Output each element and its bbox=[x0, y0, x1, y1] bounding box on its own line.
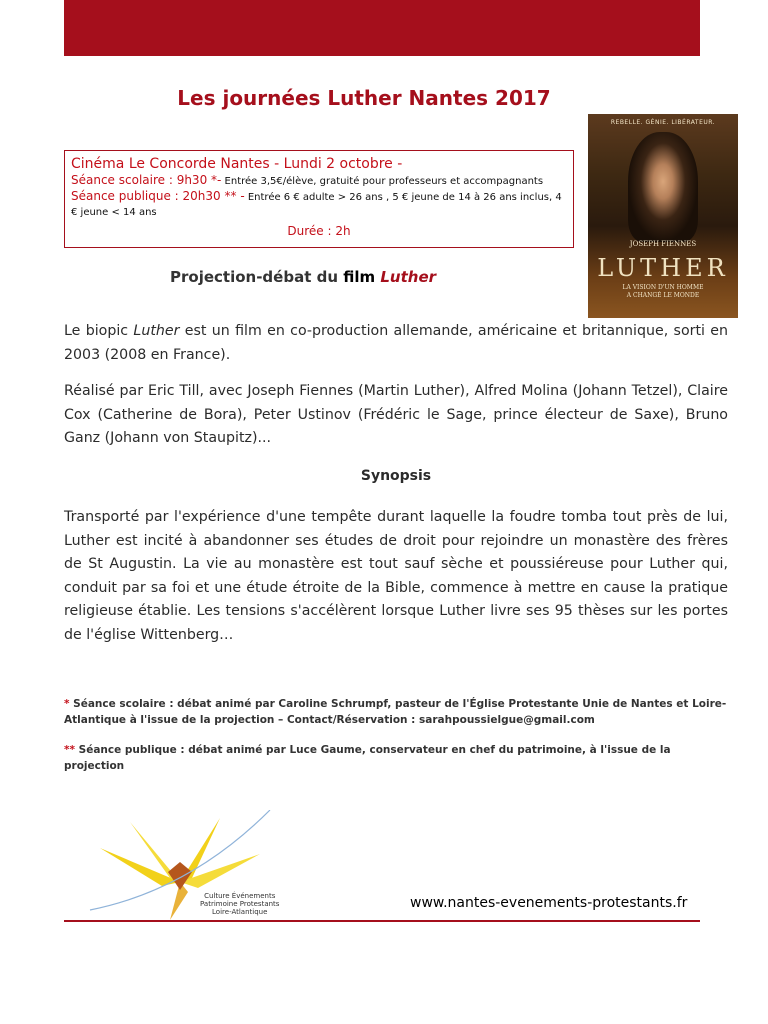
poster-portrait bbox=[628, 132, 698, 242]
note-school-text: Séance scolaire : débat animé par Caroline Schrumpf, pasteur de l'Église Protestante Unie de Nantes et Loire-Atlantique à l'issue de la projection – Contact/Réservation : sarahpoussielgue@gmail.com bbox=[64, 698, 727, 726]
page-title: Les journées Luther Nantes 2017 bbox=[177, 86, 551, 110]
poster-subtitle-2: A CHANGÉ LE MONDE bbox=[626, 292, 700, 299]
poster-actor: JOSEPH FIENNES bbox=[629, 240, 697, 248]
public-screening-price: Entrée 6 € adulte > 26 ans , 5 € jeune de 14 à 26 ans inclus, 4 € jeune < 14 ans bbox=[71, 192, 562, 218]
poster-subtitle bbox=[588, 284, 738, 300]
paragraph-intro bbox=[64, 320, 728, 367]
heading-film-title: Luther bbox=[380, 268, 437, 286]
note-school bbox=[64, 696, 728, 728]
bottom-rule bbox=[64, 920, 700, 922]
public-screening-label: Séance publique : 20h30 ** - bbox=[71, 189, 245, 203]
cinema-date: Cinéma Le Concorde Nantes - Lundi 2 octobre - bbox=[71, 156, 403, 172]
website-link[interactable]: www.nantes-evenements-protestants.fr bbox=[410, 895, 688, 911]
note-public bbox=[64, 742, 728, 774]
poster-subtitle-1: LA VISION D'UN HOMME bbox=[622, 284, 704, 291]
paragraph-synopsis: Transporté par l'expérience d'une tempête durant laquelle la foudre tomba tout près de lui, Luther est incité à abandonner ses études de droit pour rejoindre un monastère des frères de St Augustin. La vie au monastère est tout sauf sèche et poussiéreuse pour Luther qui, conduit par sa foi et une étude étroite de la Bible, commence à mettre en cause la pratique religieuse établie. Les tensions s'accélèrent lorsque Luther livre ses 95 thèses sur les portes de l'église Wittenberg… bbox=[64, 509, 728, 643]
poster-tagline: REBELLE. GÉNIE. LIBÉRATEUR. bbox=[610, 119, 716, 126]
note-public-star: ** bbox=[64, 744, 75, 756]
intro-part-b: est un film en co-production allemande, américaine et britannique, sorti en 2003 (2008 en France). bbox=[64, 323, 729, 363]
intro-film-title: Luther bbox=[133, 323, 180, 339]
paragraph-cast: Réalisé par Eric Till, avec Joseph Fiennes (Martin Luther), Alfred Molina (Johann Tetzel), Claire Cox (Catherine de Bora), Peter Ustinov (Frédéric le Sage, prince électeur de Saxe), Bruno Ganz (Johann von Staupitz)... bbox=[64, 383, 728, 446]
school-screening-line bbox=[71, 173, 567, 189]
logo-caption-line-3: Loire-Atlantique bbox=[212, 908, 268, 916]
logo-ray-left bbox=[100, 848, 180, 886]
school-screening-price: Entrée 3,5€/élève, gratuité pour professeurs et accompagnants bbox=[224, 176, 544, 187]
logo-caption bbox=[200, 892, 279, 916]
section-heading bbox=[170, 268, 436, 286]
logo-caption-line-2: Patrimoine Protestants bbox=[200, 900, 280, 908]
movie-poster bbox=[588, 114, 738, 318]
intro-part-a: Le biopic bbox=[64, 323, 134, 339]
synopsis-heading: Synopsis bbox=[360, 468, 432, 484]
note-public-text: Séance publique : débat animé par Luce Gaume, conservateur en chef du patrimoine, à l'issue de la projection bbox=[64, 744, 671, 772]
logo-diamond bbox=[168, 862, 192, 890]
duration: Durée : 2h bbox=[287, 224, 351, 238]
logo-caption-line-1: Culture Événements bbox=[204, 892, 276, 900]
poster-title: LUTHER bbox=[597, 254, 729, 282]
public-screening-line bbox=[71, 189, 567, 220]
screening-info-box bbox=[64, 150, 574, 248]
top-banner bbox=[64, 0, 700, 56]
heading-prefix: Projection-débat du bbox=[170, 268, 344, 286]
heading-bold: film bbox=[343, 268, 376, 286]
note-school-star: * bbox=[64, 698, 70, 710]
school-screening-label: Séance scolaire : 9h30 *- bbox=[71, 173, 222, 187]
